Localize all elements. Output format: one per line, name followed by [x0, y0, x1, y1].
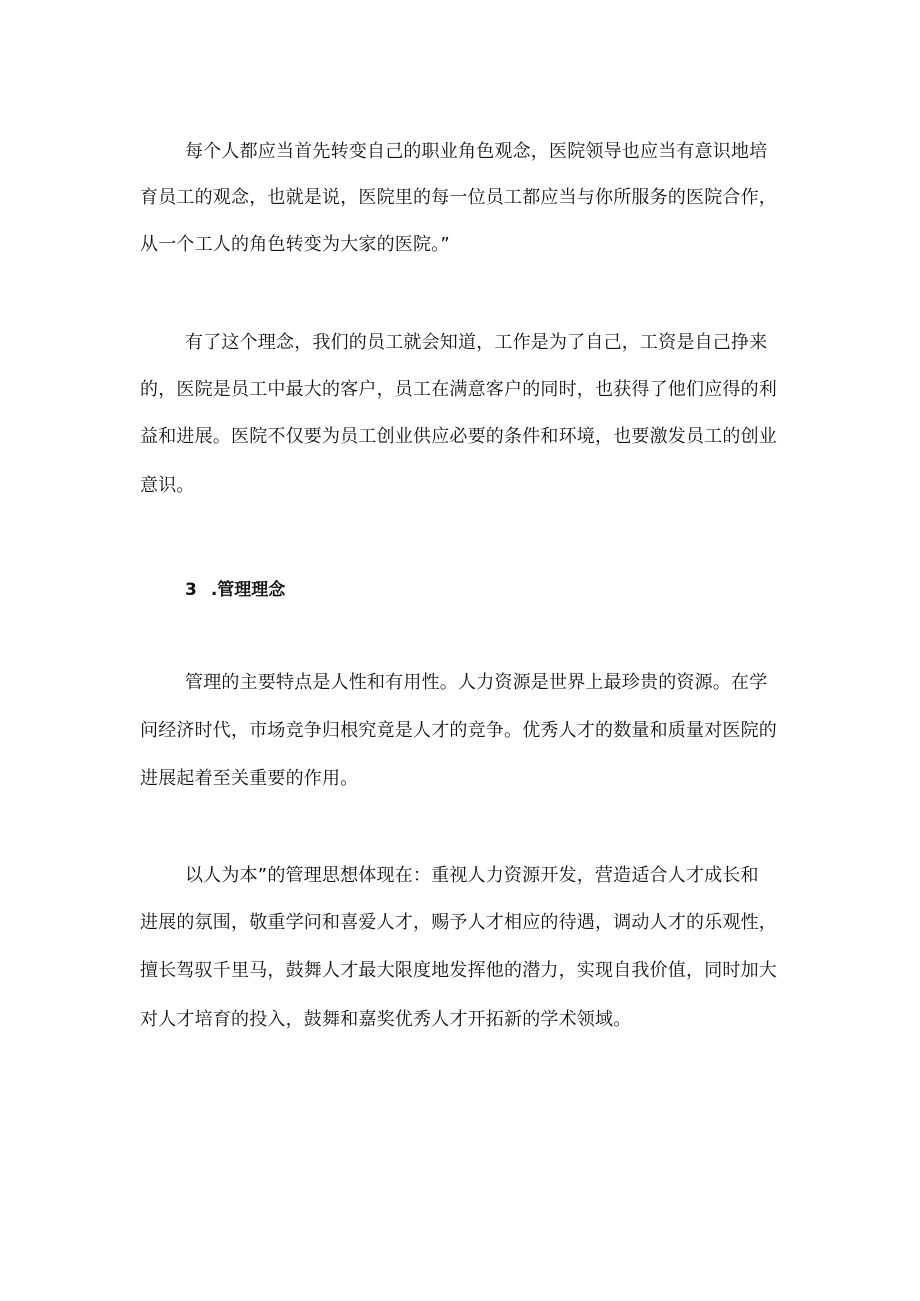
paragraph-2-line-2: 的，医院是员工中最大的客户，员工在满意客户的同时，也获得了他们应得的利	[140, 379, 777, 400]
paragraph-2-line-4: 意识。	[140, 475, 195, 496]
section-heading-title: .管理理念	[210, 580, 286, 600]
section-heading	[185, 578, 285, 602]
paragraph-1-line-1: 每个人都应当首先转变自己的职业角色观念，医院领导也应当有意识地培	[185, 141, 768, 162]
paragraph-4-line-1: 以人为本”的管理思想体现在：重视人力资源开发，营造适合人才成长和	[185, 865, 759, 886]
paragraph-4-line-2: 进展的氛围，敬重学问和喜爱人才，赐予人才相应的待遇，调动人才的乐观性，	[140, 912, 777, 933]
paragraph-4-line-3: 擅长驾驭千里马，鼓舞人才最大限度地发挥他的潜力，实现自我价值，同时加大	[140, 960, 777, 981]
paragraph-4-line-4: 对人才培育的投入，鼓舞和嘉奖优秀人才开拓新的学术领域。	[140, 1009, 632, 1030]
paragraph-2-line-1: 有了这个理念，我们的员工就会知道，工作是为了自己，工资是自己挣来	[185, 332, 768, 353]
paragraph-1-line-3: 从一个工人的角色转变为大家的医院。”	[140, 234, 450, 255]
paragraph-3-line-2: 问经济时代，市场竞争归根究竟是人才的竞争。优秀人才的数量和质量对医院的	[140, 720, 777, 741]
paragraph-3-line-3: 进展起着至关重要的作用。	[140, 768, 359, 789]
paragraph-3-line-1: 管理的主要特点是人性和有用性。人力资源是世界上最珍贵的资源。在学	[185, 672, 768, 693]
section-heading-number: 3	[185, 580, 197, 600]
paragraph-2-line-3: 益和进展。医院不仅要为员工创业供应必要的条件和环境，也要激发员工的创业	[140, 426, 777, 447]
paragraph-1-line-2: 育员工的观念，也就是说，医院里的每一位员工都应当与你所服务的医院合作，	[140, 187, 777, 208]
